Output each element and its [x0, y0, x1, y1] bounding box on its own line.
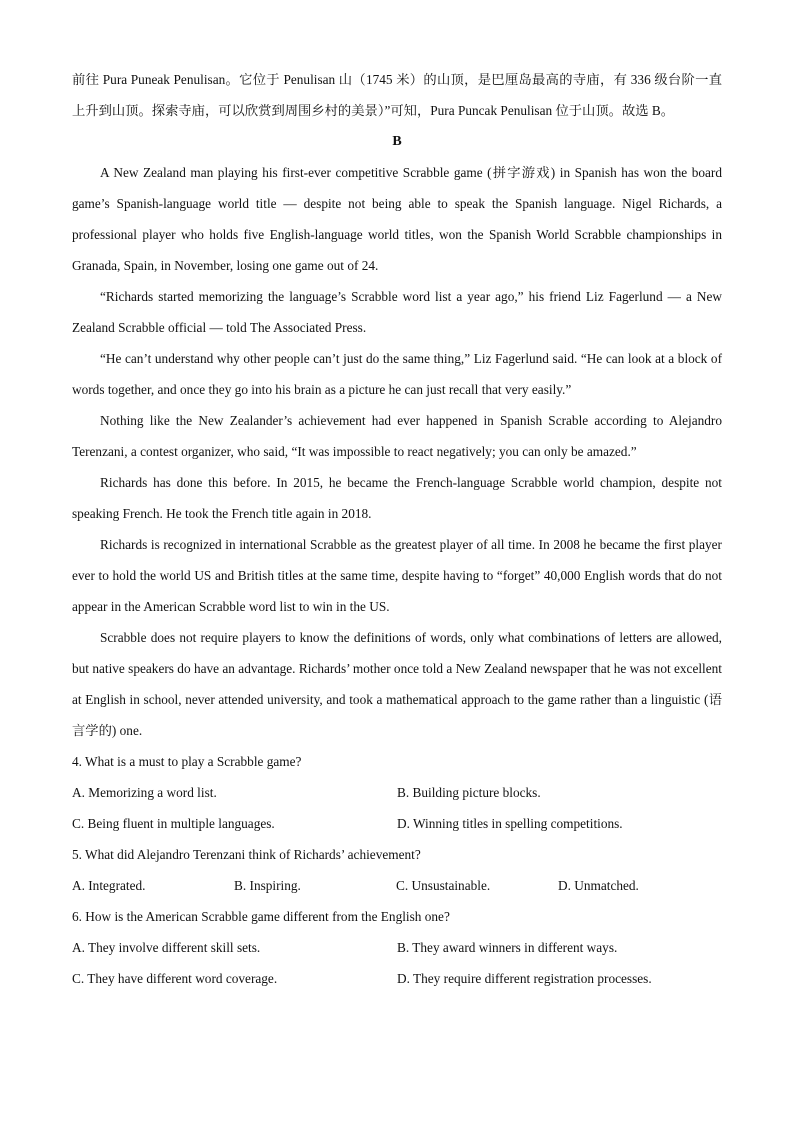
- document-page: [72, 64, 722, 994]
- passage-paragraph-7: Scrabble does not require players to know the definitions of words, only what combinations of letters are allowed, but native speakers do have an advantage. Richards’ mother once told a New Zealand newspaper that he was not excellent at English in school, never attended university, and took a mathematical approach to the game rather than a linguistic (语言学的) one.: [72, 630, 722, 738]
- option-b: B. Inspiring.: [234, 878, 301, 893]
- option-d: D. Winning titles in spelling competitions.: [397, 816, 623, 831]
- question-5: [72, 839, 722, 901]
- question-stem: 6. How is the American Scrabble game different from the English one?: [72, 909, 450, 924]
- passage-paragraph-4: Nothing like the New Zealander’s achievement had ever happened in Spanish Scrable according to Alejandro Terenzani, a contest organizer, who said, “It was impossible to react negatively; you can only be amazed.”: [72, 413, 722, 459]
- question-6: [72, 901, 722, 994]
- section-title: B: [392, 134, 402, 149]
- passage-paragraph-3: “He can’t understand why other people can’t just do the same thing,” Liz Fagerlund said. “He can look at a block of words together, and once they go into his brain as a picture he can just recall that very easily.”: [72, 351, 722, 397]
- option-list: [72, 870, 722, 901]
- option-a: A. Integrated.: [72, 878, 146, 893]
- passage-paragraph-2: “Richards started memorizing the language’s Scrabble word list a year ago,” his friend Liz Fagerlund — a New Zealand Scrabble official — told The Associated Press.: [72, 289, 722, 335]
- option-b: B. They award winners in different ways.: [397, 940, 618, 955]
- option-c: C. Unsustainable.: [396, 878, 491, 893]
- option-list: [72, 777, 722, 839]
- option-a: A. They involve different skill sets.: [72, 940, 261, 955]
- intro-answer-explanation: 前往 Pura Puneak Penulisan。它位于 Penulisan 山（1745 米）的山顶，是巴厘岛最高的寺庙，有 336 级台阶一直上升到山顶。探索寺庙，可以欣赏到周围乡村的美景）”可知，Pura Puncak Penulisan 位于山顶。故选 B。: [72, 72, 722, 118]
- passage-paragraph-6: Richards is recognized in international Scrabble as the greatest player of all time. In 2008 he became the first player ever to hold the world US and British titles at the same time, despite having to “forget” 40,000 English words that do not appear in the American Scrabble word list to win in the US.: [72, 537, 722, 614]
- option-list: [72, 932, 722, 994]
- question-4: [72, 746, 722, 839]
- option-d: D. They require different registration processes.: [397, 971, 652, 986]
- question-stem: 5. What did Alejandro Terenzani think of Richards’ achievement?: [72, 847, 421, 862]
- question-stem: 4. What is a must to play a Scrabble game?: [72, 754, 302, 769]
- passage-paragraph-1: A New Zealand man playing his first-ever competitive Scrabble game (拼字游戏) in Spanish has won the board game’s Spanish-language world title — despite not being able to speak the Spanish language. Nigel Richards, a professional player who holds five English-language world titles, won the Spanish World Scrabble championships in Granada, Spain, in November, losing one game out of 24.: [72, 165, 722, 273]
- passage-paragraph-5: Richards has done this before. In 2015, he became the French-language Scrabble world champion, despite not speaking French. He took the French title again in 2018.: [72, 475, 722, 521]
- option-c: C. Being fluent in multiple languages.: [72, 816, 275, 831]
- option-a: A. Memorizing a word list.: [72, 785, 217, 800]
- reading-passage: [72, 157, 722, 746]
- option-d: D. Unmatched.: [558, 878, 639, 893]
- option-c: C. They have different word coverage.: [72, 971, 278, 986]
- option-b: B. Building picture blocks.: [397, 785, 541, 800]
